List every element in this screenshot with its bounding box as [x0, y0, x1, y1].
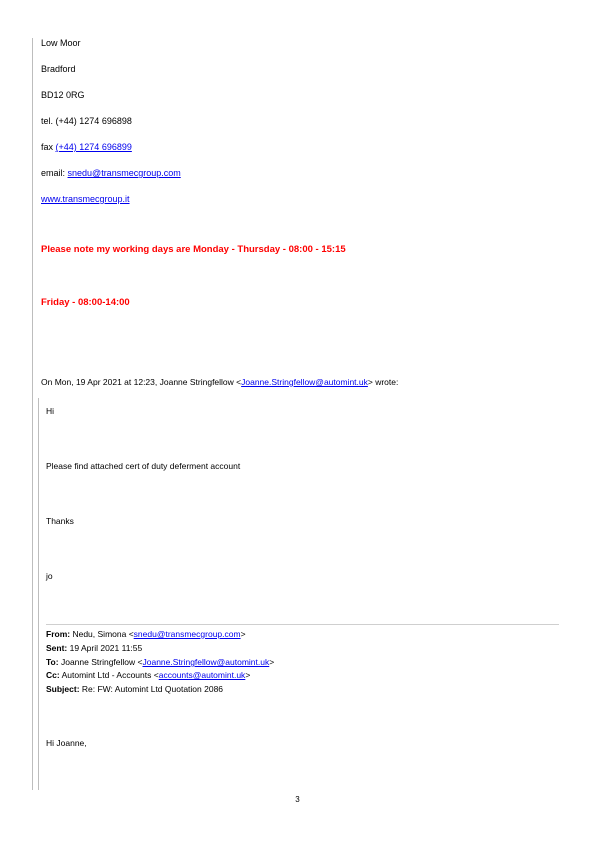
- to-label: To:: [46, 657, 59, 667]
- subject-value: Re: FW: Automint Ltd Quotation 2086: [81, 684, 224, 694]
- tel-number: (+44) 1274 696898: [55, 116, 132, 126]
- reply-intro-suffix: > wrote:: [367, 377, 399, 387]
- tel-line: [41, 116, 132, 126]
- to-line: [46, 657, 274, 667]
- subject-label: Subject:: [46, 684, 80, 694]
- to-close: >: [269, 657, 275, 667]
- inner-quote-bar: [38, 398, 39, 790]
- cc-close: >: [245, 670, 251, 680]
- address-line-1: Low Moor: [41, 38, 81, 48]
- reply-intro: [41, 377, 398, 387]
- reply-intro-email-link[interactable]: Joanne.Stringfellow@automint.uk: [241, 377, 368, 387]
- page-number: 3: [295, 795, 300, 804]
- email-link[interactable]: snedu@transmecgroup.com: [67, 168, 181, 178]
- fax-label: fax: [41, 142, 54, 152]
- forwarded-greeting: Hi Joanne,: [46, 738, 87, 748]
- to-name: Joanne Stringfellow <: [60, 657, 143, 667]
- sent-line: [46, 643, 142, 653]
- reply-intro-prefix: On Mon, 19 Apr 2021 at 12:23, Joanne Stringfellow <: [41, 377, 242, 387]
- fax-line: [41, 142, 132, 152]
- address-line-2: Bradford: [41, 64, 76, 74]
- quoted-thanks: Thanks: [46, 516, 74, 526]
- website-line: [41, 194, 130, 204]
- header-divider: [46, 624, 559, 625]
- subject-line: [46, 684, 223, 694]
- from-close: >: [240, 629, 246, 639]
- friday-hours-notice: Friday - 08:00-14:00: [41, 297, 130, 308]
- quoted-sign-off: jo: [46, 571, 53, 581]
- cc-name: Automint Ltd - Accounts <: [61, 670, 159, 680]
- from-label: From:: [46, 629, 71, 639]
- email-label: email:: [41, 168, 66, 178]
- outer-quote-bar: [32, 38, 33, 790]
- from-name: Nedu, Simona <: [72, 629, 134, 639]
- from-email-link[interactable]: snedu@transmecgroup.com: [133, 629, 241, 639]
- website-link[interactable]: www.transmecgroup.it: [41, 194, 130, 204]
- to-email-link[interactable]: Joanne.Stringfellow@automint.uk: [142, 657, 270, 667]
- fax-link[interactable]: (+44) 1274 696899: [55, 142, 132, 152]
- sent-label: Sent:: [46, 643, 68, 653]
- cc-email-link[interactable]: accounts@automint.uk: [158, 670, 246, 680]
- working-days-notice: Please note my working days are Monday - Thursday - 08:00 - 15:15: [41, 244, 346, 255]
- quoted-greeting: Hi: [46, 406, 55, 416]
- cc-label: Cc:: [46, 670, 60, 680]
- email-line: [41, 168, 181, 178]
- sent-value: 19 April 2021 11:55: [69, 643, 143, 653]
- tel-label: tel.: [41, 116, 54, 126]
- postcode: BD12 0RG: [41, 90, 85, 100]
- from-line: [46, 629, 246, 639]
- quoted-body: Please find attached cert of duty deferment account: [46, 461, 241, 471]
- cc-line: [46, 670, 250, 680]
